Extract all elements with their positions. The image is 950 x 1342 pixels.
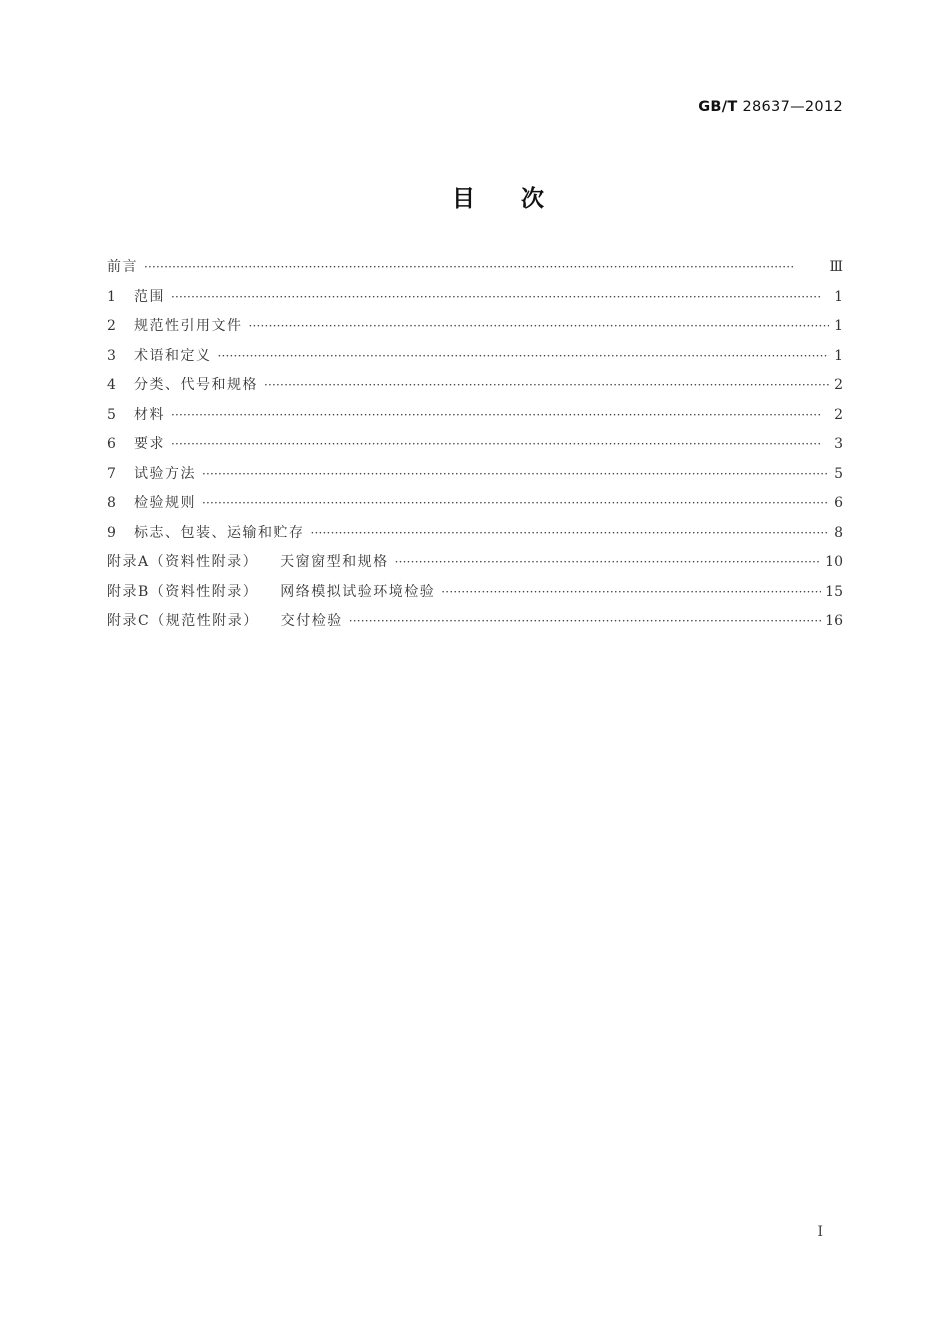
toc-entry-number: 9	[107, 524, 116, 541]
toc-entry-foreword[interactable]	[107, 256, 843, 286]
toc-entry-page: 1	[834, 318, 843, 334]
toc-entry-label: 附录C（规范性附录）	[107, 613, 259, 629]
toc-entry-label: 试验方法	[134, 465, 196, 482]
toc-entry-page: 15	[825, 583, 843, 600]
toc-leader	[441, 585, 821, 599]
page-number: I	[817, 1224, 823, 1240]
toc-entry-5[interactable]	[107, 404, 843, 434]
toc-leader	[249, 319, 830, 333]
toc-entry-page: 2	[834, 377, 843, 393]
toc-entry-sublabel: 网络模拟试验环境检验	[280, 583, 436, 600]
toc-entry-label: 范围	[134, 288, 165, 305]
toc-entry-sublabel: 交付检验	[280, 613, 343, 629]
toc-entry-page: 10	[825, 554, 843, 570]
toc-leader	[171, 290, 829, 304]
toc-leader	[264, 378, 829, 392]
table-of-contents	[107, 256, 843, 640]
toc-entry-label: 材料	[134, 406, 165, 423]
toc-leader	[202, 467, 829, 481]
toc-entry-9[interactable]	[107, 522, 843, 552]
toc-entry-number: 2	[107, 318, 116, 334]
toc-leader	[202, 496, 829, 510]
toc-entry-4[interactable]	[107, 374, 843, 404]
toc-entry-label: 检验规则	[134, 495, 196, 511]
toc-entry-page: 16	[825, 613, 843, 629]
toc-entry-page: 3	[834, 436, 843, 452]
toc-entry-2[interactable]	[107, 315, 843, 345]
standard-number-rest: 28637—2012	[742, 99, 843, 115]
toc-entry-number: 8	[107, 495, 116, 511]
toc-entry-7[interactable]	[107, 463, 843, 493]
toc-entry-label: 前言	[107, 259, 138, 275]
toc-entry-page: 8	[834, 524, 843, 541]
toc-entry-page: 1	[834, 347, 843, 364]
toc-entry-label: 规范性引用文件	[134, 318, 243, 334]
toc-entry-8[interactable]	[107, 492, 843, 522]
toc-entry-1[interactable]	[107, 286, 843, 316]
toc-entry-label: 要求	[134, 436, 165, 452]
toc-entry-page: 6	[834, 495, 843, 511]
toc-entry-annex-b[interactable]	[107, 581, 843, 611]
toc-leader	[349, 614, 821, 628]
toc-entry-label: 分类、代号和规格	[134, 377, 258, 393]
toc-entry-label: 附录A（资料性附录）	[107, 554, 259, 570]
page-title: 目次	[452, 186, 590, 212]
toc-entry-number: 1	[107, 288, 116, 305]
toc-leader	[218, 349, 830, 363]
toc-entry-number: 3	[107, 347, 116, 364]
standard-number	[698, 99, 843, 115]
toc-entry-annex-a[interactable]	[107, 551, 843, 581]
toc-leader	[311, 526, 830, 540]
toc-entry-sublabel: 天窗窗型和规格	[280, 554, 389, 570]
toc-leader	[171, 408, 829, 422]
toc-entry-page: 2	[834, 406, 843, 423]
toc-entry-page: 1	[834, 288, 843, 305]
toc-entry-label: 附录B（资料性附录）	[107, 583, 259, 600]
toc-entry-number: 6	[107, 436, 116, 452]
toc-leader	[395, 555, 822, 569]
toc-entry-number: 7	[107, 465, 116, 482]
toc-entry-page: Ⅲ	[829, 259, 843, 275]
toc-leader	[144, 260, 825, 274]
toc-entry-3[interactable]	[107, 345, 843, 375]
toc-entry-6[interactable]	[107, 433, 843, 463]
standard-number-prefix: GB/T	[698, 99, 738, 115]
toc-entry-label: 标志、包装、运输和贮存	[134, 524, 305, 541]
toc-entry-number: 4	[107, 377, 116, 393]
toc-entry-label: 术语和定义	[134, 347, 212, 364]
toc-entry-page: 5	[834, 465, 843, 482]
toc-entry-number: 5	[107, 406, 116, 423]
toc-leader	[171, 437, 829, 451]
toc-entry-annex-c[interactable]	[107, 610, 843, 640]
